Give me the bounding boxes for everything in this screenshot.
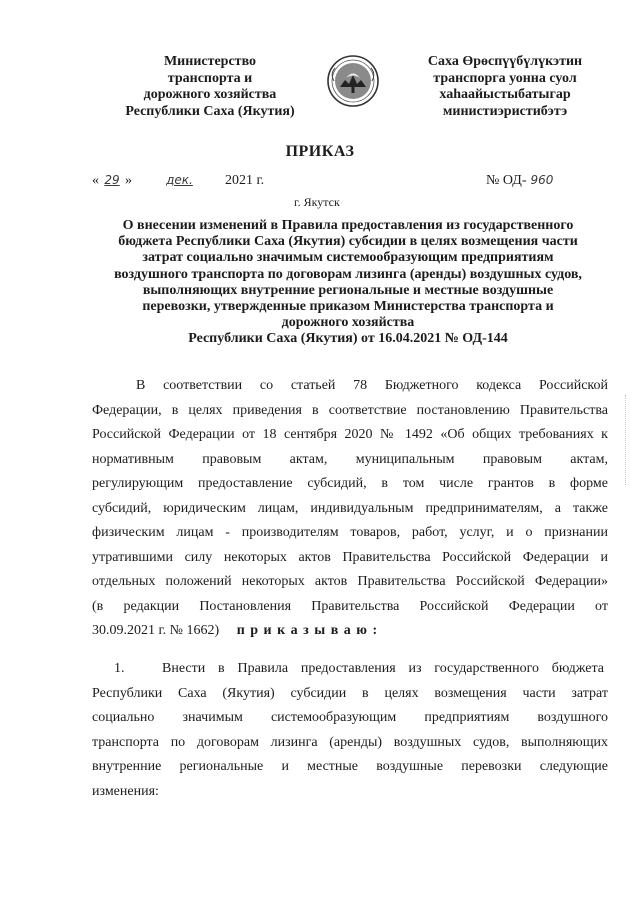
paragraph-line: 30.09.2021 г. № 1662)	[92, 623, 220, 638]
subject-line: воздушного транспорта по договорам лизинга (аренды) воздушных судов,	[114, 266, 582, 282]
subject-line: Республики Саха (Якутия) от 16.04.2021 № ОД-144	[188, 331, 508, 347]
document-title: ПРИКАЗ	[285, 143, 355, 160]
date-open-quote: «	[92, 173, 99, 188]
ministry-line: министиэристибэтэ	[442, 103, 568, 119]
ministry-line: Министерство	[163, 54, 257, 69]
date-day: 29	[104, 173, 120, 187]
ministry-name-russian	[108, 54, 312, 120]
subject-line: выполняющих внутренние региональные и местные воздушные	[142, 282, 554, 298]
order-date	[92, 173, 264, 189]
paragraph-line: утратившими силу некоторых актов Правительства Российской Федерации и	[92, 549, 608, 565]
date-close-quote: »	[125, 173, 132, 188]
subject-line: перевозки, утвержденные приказом Министерства транспорта и	[142, 299, 554, 315]
date-year: 2021 г.	[225, 173, 265, 188]
item-line: Внести в Правила предоставления из государственного бюджета	[162, 661, 604, 676]
order-number	[486, 173, 553, 189]
paragraph-line: отдельных положений некоторых актов Правительства Российской Федерации»	[92, 574, 608, 589]
item-number: 1.	[114, 661, 125, 676]
item-line: Республики Саха (Якутия) субсидии в целях возмещения части затрат	[92, 685, 608, 701]
item-line: изменения:	[92, 783, 159, 799]
ministry-line: Республики Саха (Якутия)	[125, 103, 295, 119]
paragraph-line: Федерации, в целях приведения в соответствие постановлению Правительства	[92, 402, 608, 418]
paragraph-line: нормативным правовым актам, муниципальным правовым актам,	[92, 451, 608, 467]
subject-line: О внесении изменений в Правила предоставления из государственного	[122, 218, 574, 233]
order-number-prefix: № ОД-	[486, 173, 527, 188]
paragraph-line: (в редакции Постановления Правительства Российской Федерации от	[92, 598, 608, 614]
date-month: дек.	[166, 173, 193, 187]
ministry-name-yakut	[402, 54, 608, 120]
scan-margin-mark	[625, 395, 634, 485]
subject-line: дорожного хозяйства	[281, 315, 415, 331]
paragraph-line: В соответствии со статьей 78 Бюджетного кодекса Российской	[136, 378, 608, 393]
paragraph-line: Российской Федерации от 18 сентября 2020 № 1492 «Об общих требованиях к	[92, 427, 608, 442]
paragraph-line: физическим лицам - производителям товаров, работ, услуг, и о признании	[92, 525, 608, 540]
paragraph-last-line	[92, 621, 608, 641]
ministry-line: Саха Өрөспүүбүлүкэтин	[427, 54, 583, 69]
coat-of-arms-icon	[326, 54, 380, 108]
item-line: социально значимым системообразующим предприятиям воздушного	[92, 710, 608, 725]
ministry-line: хаһаайыстыбатыгар	[439, 87, 571, 102]
command-word: п р и к а з ы в а ю :	[236, 623, 379, 638]
paragraph-line: регулирующим предоставление субсидий, в том числе грантов в форме	[92, 476, 608, 491]
subject-line: бюджета Республики Саха (Якутия) субсидии в целях возмещения части	[118, 234, 578, 250]
ministry-line: дорожного хозяйства	[143, 87, 277, 102]
item-line: внутренние региональные и местные воздушные перевозки следующие	[92, 759, 608, 774]
order-subject	[88, 218, 608, 348]
ministry-line: транспорга уонна суол	[433, 70, 577, 86]
item-first-line	[114, 659, 608, 679]
order-city: г. Якутск	[294, 195, 340, 209]
paragraph-line: субсидий, юридическим лицам, индивидуальным предпринимателям, а также	[92, 500, 608, 516]
order-number-value: 960	[530, 173, 554, 187]
item-line: транспорта по договорам лизинга (аренды) воздушных судов, выполняющих	[92, 734, 608, 750]
subject-line: затрат социально значимым системообразующим предприятиям	[142, 250, 554, 266]
ministry-line: транспорта и	[167, 70, 253, 86]
